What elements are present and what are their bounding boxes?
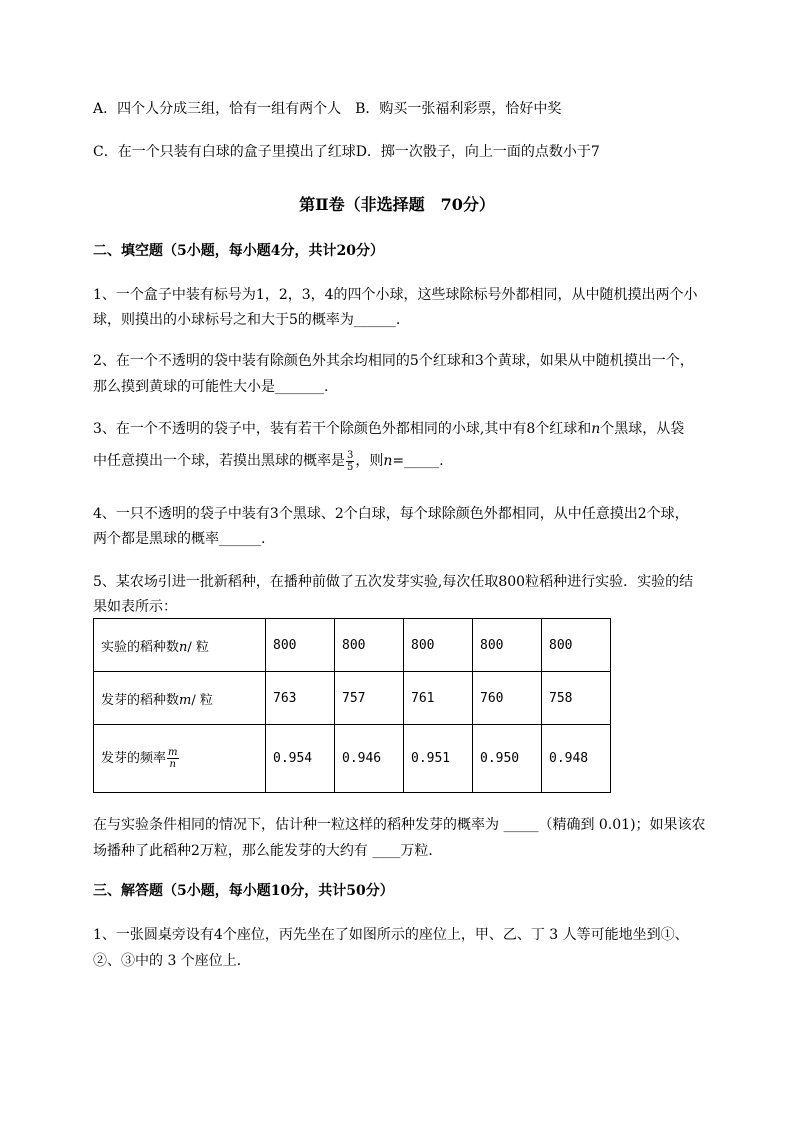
q3-var-n: n <box>591 421 601 437</box>
s3q1-line2: ②、③中的 3 个座位上． <box>93 953 251 969</box>
q3-line1-text-b: 个黑球，从袋 <box>600 421 685 437</box>
q3-fraction-denominator: 5 <box>347 461 354 473</box>
q5-line2: 果如表所示： <box>93 599 177 615</box>
table-cell: 763 <box>266 672 335 725</box>
table-cell: 800 <box>266 619 335 672</box>
section3-heading: 三、解答题（5小题，每小题10分，共计50分） <box>93 883 394 899</box>
q3-fraction <box>346 450 354 473</box>
table-cell: 0.950 <box>473 725 542 793</box>
q3-var-n-2: n <box>383 453 393 469</box>
table-cell: 800 <box>404 619 473 672</box>
table-cell: 800 <box>542 619 611 672</box>
q3-line2-text-a: 中任意摸出一个球，若摸出黑球的概率是 <box>93 453 345 469</box>
q1-line1: 1、一个盒子中装有标号为1，2，3，4的四个小球，这些球除标号外都相同，从中随机摸出两个小 <box>93 287 698 303</box>
table-row-label: 发芽的频率 $\frac{m}{n}$ <box>94 725 266 793</box>
q3-line1-text-a: 3、在一个不透明的袋子中，装有若干个除颜色外都相同的小球,其中有8个红球和 <box>93 421 592 437</box>
table-row <box>94 619 611 672</box>
table-cell: 0.948 <box>542 725 611 793</box>
q3-line2-text-b: ，则 <box>355 453 384 469</box>
q3-line2 <box>93 448 444 474</box>
table-cell: 761 <box>404 672 473 725</box>
table-cell: 800 <box>335 619 404 672</box>
table-row <box>94 672 611 725</box>
table-row <box>94 725 611 793</box>
q2-line2: 那么摸到黄球的可能性大小是_______. <box>93 379 329 395</box>
q5-line1: 5、某农场引进一批新稻种，在播种前做了五次发芽实验,每次任取800粒稻种进行实验．实验的结 <box>93 574 694 590</box>
table-cell: 757 <box>335 672 404 725</box>
s3q1-line1: 1、一张圆桌旁设有4个座位，丙先坐在了如图所示的座位上，甲、乙、丁 3 人等可能地坐到①、 <box>93 927 689 943</box>
q4-line2: 两个都是黑球的概率______. <box>93 531 266 547</box>
q3-fraction-numerator: 3 <box>347 449 354 461</box>
section2-heading: 二、填空题（5小题，每小题4分，共计20分） <box>93 243 384 259</box>
q3-line1 <box>93 420 684 438</box>
table-cell: 0.951 <box>404 725 473 793</box>
table-row-label: 发芽的稻种数m/ 粒 <box>94 672 266 725</box>
part2-title: 第Ⅱ卷（非选择题 70分） <box>299 195 495 214</box>
q4-line1: 4、一只不透明的袋子中装有3个黑球、2个白球，每个球除颜色外都相同，从中任意摸出2个球， <box>93 506 689 522</box>
q3-line2-text-c: =_____. <box>392 453 444 469</box>
options-row-1: A．四个人分成三组，恰有一组有两个人 B．购买一张福利彩票，恰好中奖 <box>93 101 562 117</box>
table-cell: 760 <box>473 672 542 725</box>
q5-after-line2: 场播种了此稻种2万粒，那么能发芽的大约有 ____万粒． <box>93 843 443 859</box>
table-cell: 0.946 <box>335 725 404 793</box>
q1-line2: 球，则摸出的小球标号之和大于5的概率为______. <box>93 312 401 328</box>
table-cell: 800 <box>473 619 542 672</box>
table-cell: 758 <box>542 672 611 725</box>
frequency-fraction: $\frac{m}{n}$ <box>168 747 178 770</box>
table-row-label: 实验的稻种数n/ 粒 <box>94 619 266 672</box>
table-cell: 0.954 <box>266 725 335 793</box>
options-row-2: C．在一个只装有白球的盒子里摸出了红球D．掷一次骰子，向上一面的点数小于7 <box>93 144 600 160</box>
q2-line1: 2、在一个不透明的袋中装有除颜色外其余均相同的5个红球和3个黄球，如果从中随机摸出一个， <box>93 353 694 369</box>
experiment-table <box>93 618 611 793</box>
q5-after-line1: 在与实验条件相同的情况下，估计种一粒这样的稻种发芽的概率为 _____（精确到 0.01)；如果该农 <box>93 817 706 833</box>
